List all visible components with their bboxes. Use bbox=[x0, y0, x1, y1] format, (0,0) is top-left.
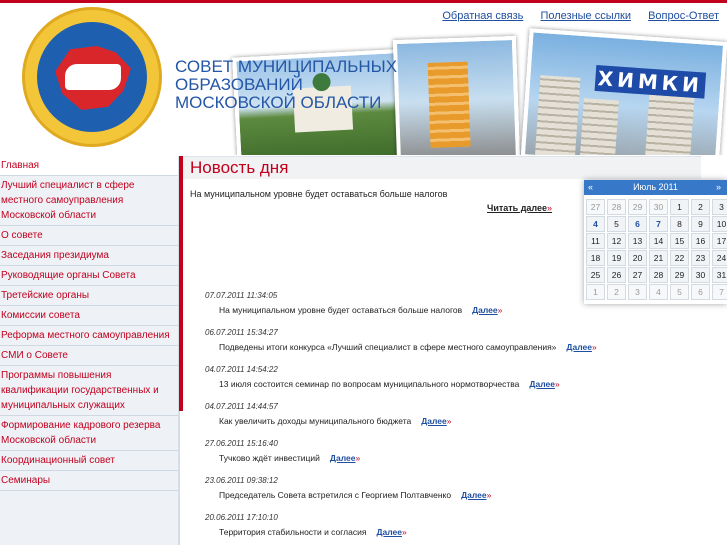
news-item-more-link[interactable]: Далее bbox=[329, 453, 356, 463]
sidebar-item-media[interactable]: СМИ о Совете bbox=[0, 346, 178, 366]
logo-emblem-icon bbox=[37, 22, 147, 132]
news-heading: Новость дня bbox=[190, 158, 289, 177]
calendar-day: 14 bbox=[649, 233, 668, 249]
news-item-more-link[interactable]: Далее bbox=[472, 305, 498, 315]
news-item-more-link[interactable]: Далее bbox=[421, 416, 447, 426]
calendar-prev-icon[interactable]: « bbox=[588, 182, 594, 192]
news-item-date: 20.06.2011 17:10:10 bbox=[205, 513, 278, 522]
news-item bbox=[205, 439, 725, 476]
calendar-day: 1 bbox=[586, 284, 605, 300]
useful-links-link[interactable]: Полезные ссылки bbox=[540, 10, 632, 22]
calendar-day: 3 bbox=[628, 284, 647, 300]
sidebar-item-commissions[interactable]: Комиссии совета bbox=[0, 306, 178, 326]
news-item-title: Как увеличить доходы муниципального бюджета bbox=[219, 416, 412, 426]
header bbox=[0, 3, 727, 155]
calendar-day: 20 bbox=[628, 250, 647, 266]
calendar-day-link[interactable]: 4 bbox=[586, 216, 605, 232]
sidebar-item-home[interactable]: Главная bbox=[0, 156, 178, 176]
calendar-header bbox=[584, 180, 727, 195]
news-item-more-link[interactable]: Далее bbox=[461, 490, 487, 500]
building bbox=[645, 93, 695, 155]
calendar-day: 23 bbox=[691, 250, 710, 266]
news-item-title: Территория стабильности и согласия bbox=[219, 527, 367, 537]
calendar-grid bbox=[586, 199, 727, 300]
faq-link[interactable]: Вопрос-Ответ bbox=[648, 10, 719, 22]
site-title bbox=[175, 58, 495, 112]
calendar-day: 7 bbox=[712, 284, 727, 300]
sidebar-item-presidium[interactable]: Заседания президиума bbox=[0, 246, 178, 266]
more-arrow-icon: » bbox=[355, 453, 361, 463]
news-item-title: На муниципальном уровне будет оставаться больше налогов bbox=[219, 305, 463, 315]
calendar-day: 26 bbox=[607, 267, 626, 283]
sidebar-nav bbox=[0, 156, 180, 545]
calendar-day: 28 bbox=[607, 199, 626, 215]
news-item-more-link[interactable]: Далее bbox=[566, 342, 592, 352]
news-item-date: 04.07.2011 14:44:57 bbox=[205, 402, 278, 411]
khimki-sign: ХИМКИ bbox=[595, 65, 707, 99]
news-item bbox=[205, 402, 725, 439]
more-arrow-icon: » bbox=[446, 416, 452, 426]
photo-khimki bbox=[521, 28, 727, 155]
sidebar-item-reserve[interactable]: Формирование кадрового резерва Московской области bbox=[0, 416, 178, 451]
calendar-day: 25 bbox=[586, 267, 605, 283]
calendar-day: 11 bbox=[586, 233, 605, 249]
calendar-day: 21 bbox=[649, 250, 668, 266]
news-item-title: Тучково ждёт инвестиций bbox=[219, 453, 320, 463]
more-arrow-icon: » bbox=[486, 490, 492, 500]
calendar-day: 30 bbox=[649, 199, 668, 215]
calendar-day: 13 bbox=[628, 233, 647, 249]
calendar-day: 22 bbox=[670, 250, 689, 266]
calendar-day: 2 bbox=[607, 284, 626, 300]
news-item-title: Подведены итоги конкурса «Лучший специалист в сфере местного самоуправления» bbox=[219, 342, 557, 352]
calendar-day: 1 bbox=[670, 199, 689, 215]
calendar-day: 9 bbox=[691, 216, 710, 232]
news-list bbox=[205, 291, 725, 550]
handshake-icon bbox=[65, 64, 121, 90]
more-arrow-icon: » bbox=[554, 379, 560, 389]
news-item bbox=[205, 513, 725, 550]
site-title-line1: СОВЕТ МУНИЦИПАЛЬНЫХ ОБРАЗОВАНИЙ bbox=[175, 57, 398, 94]
sidebar-item-arbitration[interactable]: Третейские органы bbox=[0, 286, 178, 306]
calendar-day: 27 bbox=[628, 267, 647, 283]
news-item bbox=[205, 328, 725, 365]
news-item-date: 06.07.2011 15:34:27 bbox=[205, 328, 278, 337]
sidebar-item-best-specialist[interactable]: Лучший специалист в сфере местного самоуправления Московской области bbox=[0, 176, 178, 226]
calendar-day: 5 bbox=[607, 216, 626, 232]
calendar-day: 30 bbox=[691, 267, 710, 283]
calendar-day: 24 bbox=[712, 250, 727, 266]
calendar-day: 8 bbox=[670, 216, 689, 232]
sidebar-item-reform[interactable]: Реформа местного самоуправления bbox=[0, 326, 178, 346]
calendar-day: 12 bbox=[607, 233, 626, 249]
calendar-day-link[interactable]: 6 bbox=[628, 216, 647, 232]
news-item-date: 27.06.2011 15:16:40 bbox=[205, 439, 278, 448]
more-arrow-icon: » bbox=[497, 305, 503, 315]
news-item-more-link[interactable]: Далее bbox=[376, 527, 402, 537]
calendar-day: 31 bbox=[712, 267, 727, 283]
calendar-day: 19 bbox=[607, 250, 626, 266]
news-item bbox=[205, 365, 725, 402]
calendar-day: 4 bbox=[649, 284, 668, 300]
calendar-day: 29 bbox=[628, 199, 647, 215]
news-item-title: 13 июля состоится семинар по вопросам муниципального нормотворчества bbox=[219, 379, 520, 389]
calendar-day: 3 bbox=[712, 199, 727, 215]
calendar-day: 16 bbox=[691, 233, 710, 249]
read-more-label: Читать далее bbox=[487, 203, 548, 213]
calendar-day: 29 bbox=[670, 267, 689, 283]
sidebar-item-seminars[interactable]: Семинары bbox=[0, 471, 178, 491]
read-more-arrow-icon: » bbox=[547, 203, 553, 213]
sidebar-item-about[interactable]: О совете bbox=[0, 226, 178, 246]
top-links bbox=[428, 10, 719, 22]
calendar-day: 17 bbox=[712, 233, 727, 249]
news-item bbox=[205, 476, 725, 513]
sidebar-item-training[interactable]: Программы повышения квалификации государственных и муниципальных служащих bbox=[0, 366, 178, 416]
calendar-day: 27 bbox=[586, 199, 605, 215]
building bbox=[580, 98, 619, 155]
calendar-day: 28 bbox=[649, 267, 668, 283]
sidebar-item-coordination[interactable]: Координационный совет bbox=[0, 451, 178, 471]
building bbox=[535, 75, 580, 155]
site-title-line2: МОСКОВСКОЙ ОБЛАСТИ bbox=[175, 93, 382, 112]
calendar-widget bbox=[584, 180, 727, 304]
calendar-day: 10 bbox=[712, 216, 727, 232]
calendar-day: 18 bbox=[586, 250, 605, 266]
sidebar-item-leadership[interactable]: Руководящие органы Совета bbox=[0, 266, 178, 286]
calendar-day: 6 bbox=[691, 284, 710, 300]
logo[interactable] bbox=[22, 7, 162, 147]
more-arrow-icon: » bbox=[591, 342, 597, 352]
news-text: На муниципальном уровне будет оставаться больше налогов bbox=[190, 189, 448, 199]
news-item-date: 23.06.2011 09:38:12 bbox=[205, 476, 278, 485]
calendar-day: 15 bbox=[670, 233, 689, 249]
more-arrow-icon: » bbox=[401, 527, 407, 537]
news-item-date: 07.07.2011 11:34:05 bbox=[205, 291, 278, 300]
calendar-month: Июль 2011 bbox=[633, 182, 678, 192]
news-item-date: 04.07.2011 14:54:22 bbox=[205, 365, 278, 374]
calendar-next-icon[interactable]: » bbox=[715, 182, 721, 192]
news-item-title: Председатель Совета встретился с Георгием Полтавченко bbox=[219, 490, 452, 500]
read-more-link[interactable] bbox=[487, 203, 552, 213]
calendar-day-link[interactable]: 7 bbox=[649, 216, 668, 232]
news-item-more-link[interactable]: Далее bbox=[529, 379, 555, 389]
feedback-link[interactable]: Обратная связь bbox=[442, 10, 524, 22]
calendar-day: 2 bbox=[691, 199, 710, 215]
calendar-day: 5 bbox=[670, 284, 689, 300]
